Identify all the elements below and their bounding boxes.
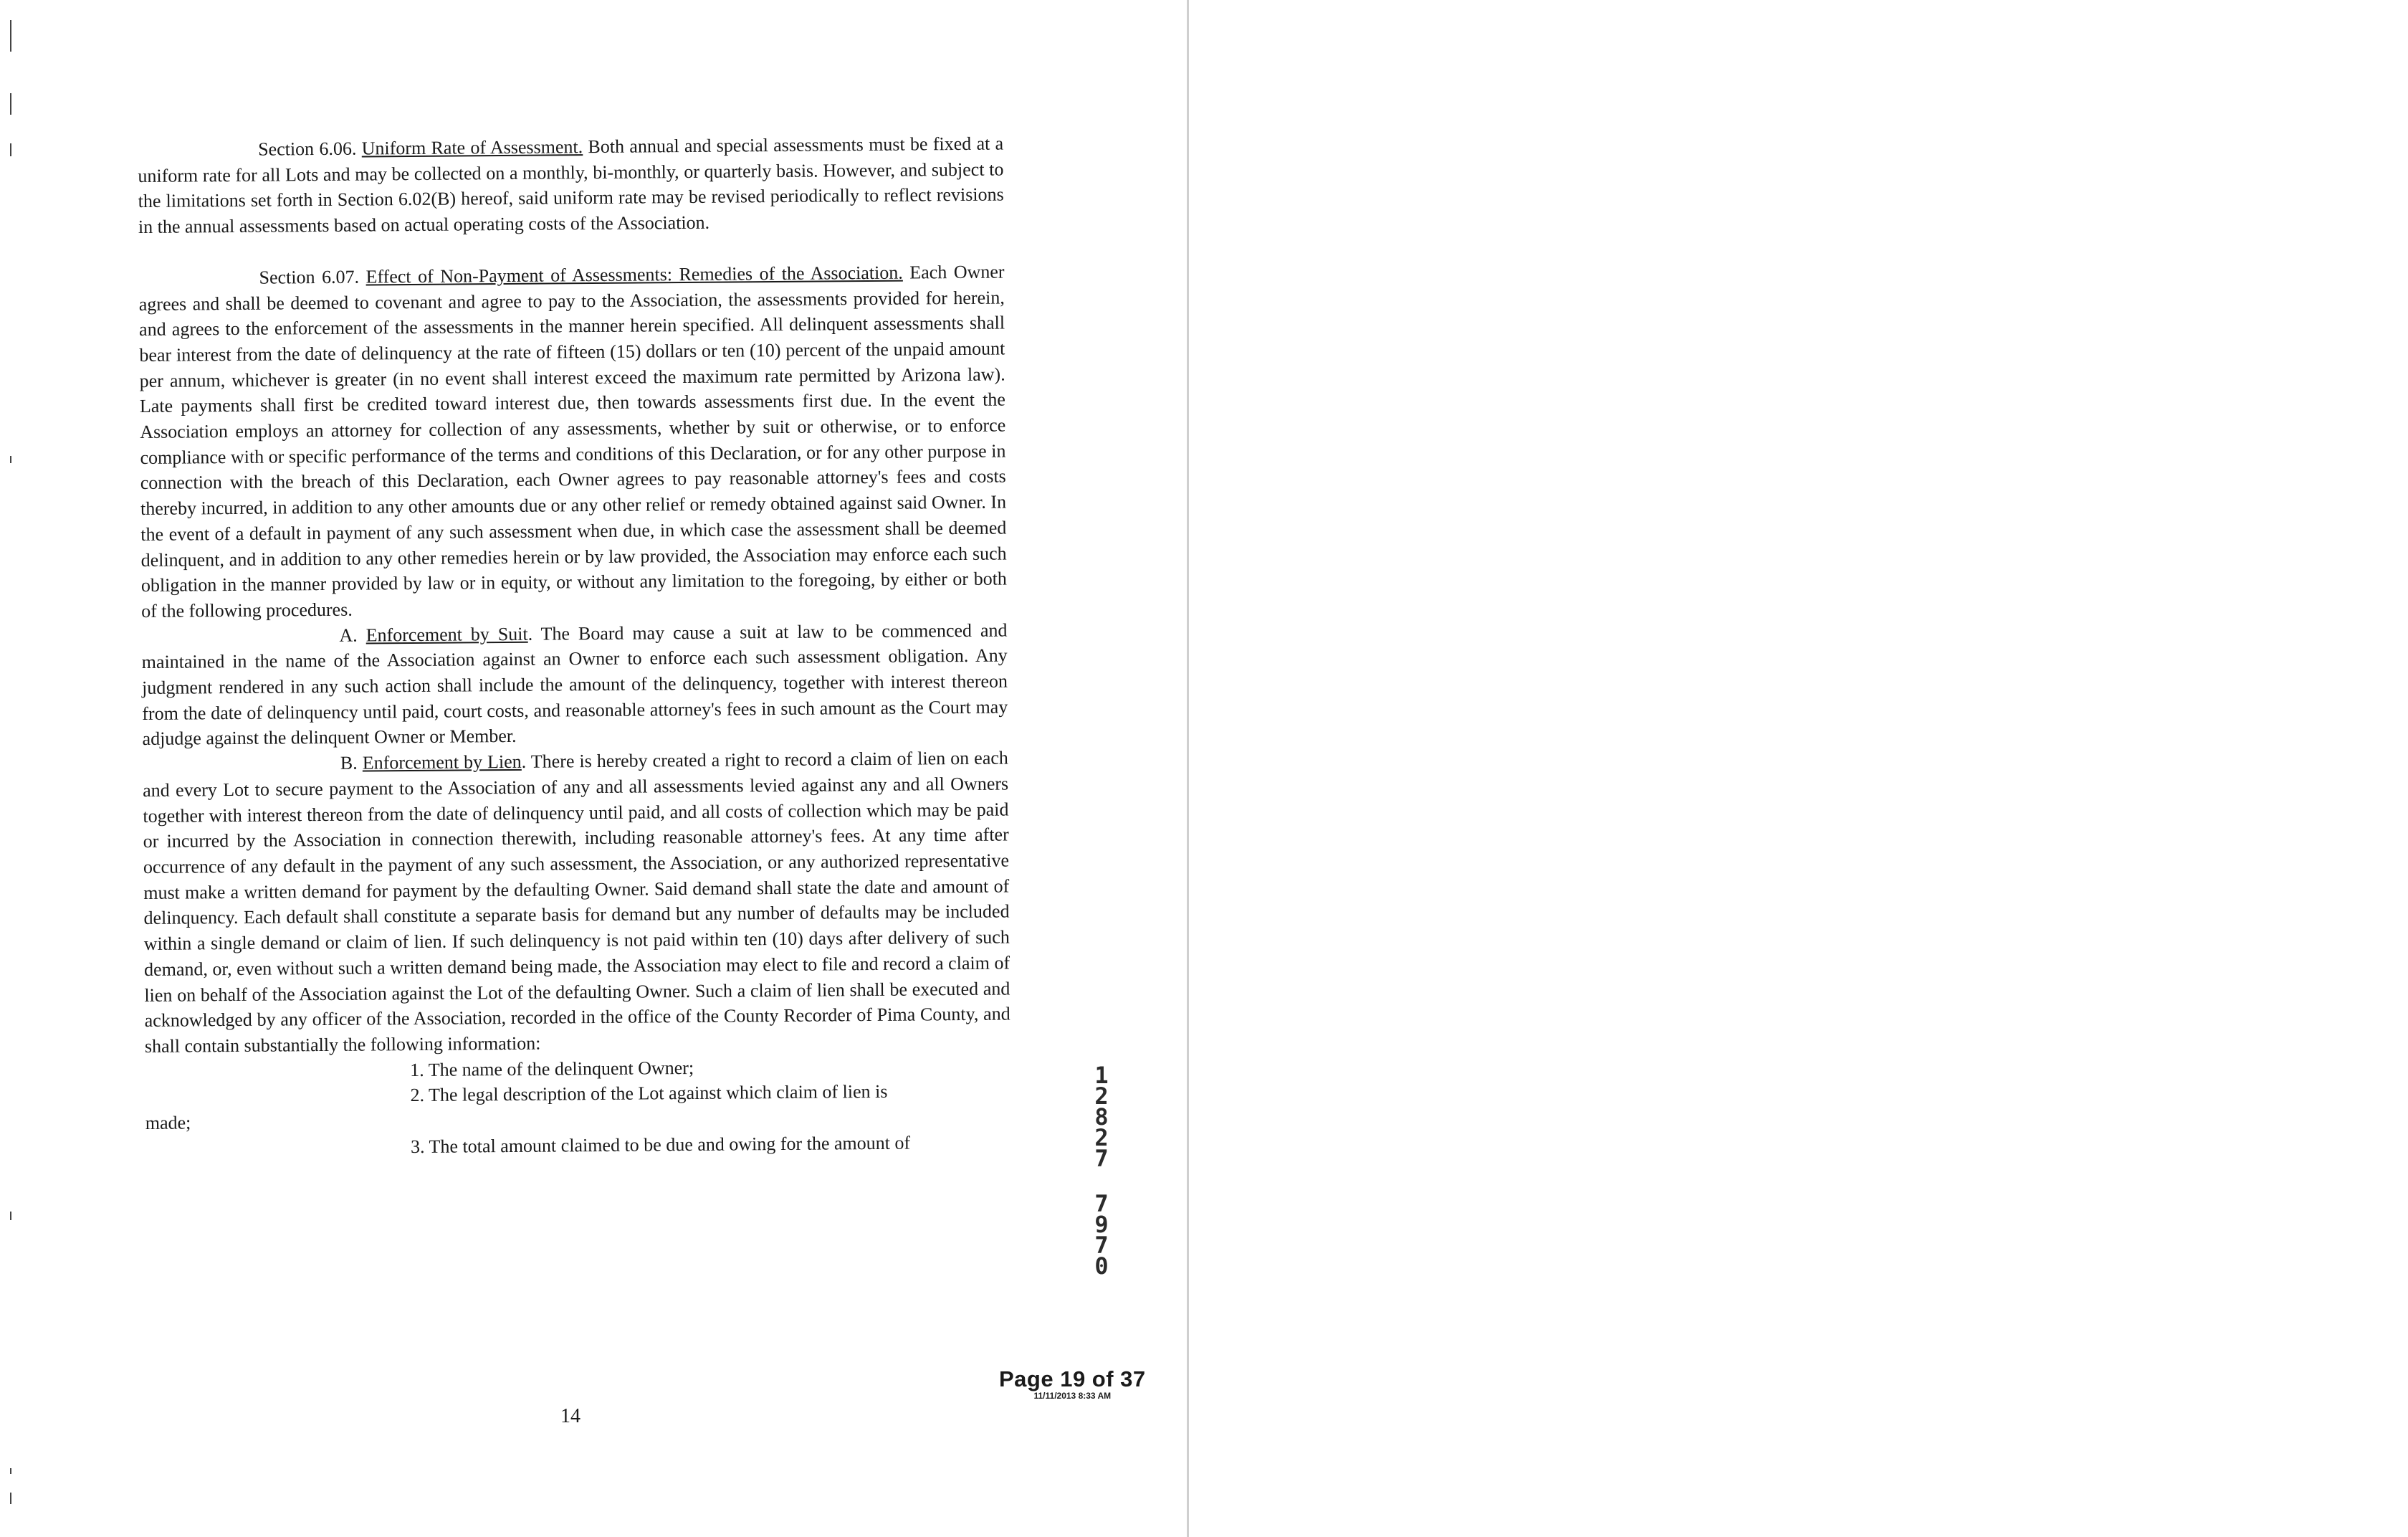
subsection-a-paragraph	[141, 617, 1008, 752]
subsection-b-title: Enforcement by Lien	[362, 751, 522, 774]
docket-digit: 0	[1094, 1252, 1109, 1280]
scan-edge-mark	[10, 93, 11, 115]
section-6-06-paragraph	[138, 131, 1004, 240]
recorder-page-stamp	[999, 1366, 1146, 1401]
scan-edge-mark	[10, 1468, 11, 1474]
docket-digit: 7	[1094, 1145, 1109, 1172]
document-page	[0, 0, 1187, 1537]
subsection-a-text: . The Board may cause a suit at law to be commenced and maintained in the name of the Association against an Owner to enforce each such assessment obligation. Any judgment rendered in any such action shall include the amount of the delinquency, together with interest thereon from the date of delinquency until paid, court costs, and reasonable attorney's fees in such amount as the Court may adjudge against the delinquent Owner or Member.	[141, 619, 1008, 750]
scan-edge-mark	[10, 1493, 11, 1504]
list-continuation: made;	[145, 1112, 191, 1133]
docket-digit: 9	[1094, 1211, 1109, 1238]
docket-digit: 2	[1094, 1124, 1109, 1151]
list-item: 2. The legal description of the Lot against which claim of lien is	[410, 1081, 888, 1106]
docket-digit: 1	[1094, 1062, 1109, 1089]
scan-edge-mark	[10, 143, 11, 156]
blank-page-area	[1189, 0, 2408, 1537]
section-6-07-paragraph	[138, 259, 1007, 624]
scan-edge-mark	[10, 1212, 11, 1220]
stamp-timestamp: 11/11/2013 8:33 AM	[1033, 1391, 1112, 1401]
subsection-b-label: B.	[340, 752, 358, 774]
subsection-a-label: A.	[339, 624, 358, 646]
page-number: 14	[560, 1405, 580, 1427]
scan-edge-mark	[10, 456, 11, 463]
subsection-a-title: Enforcement by Suit	[366, 623, 528, 646]
docket-digit: 2	[1094, 1082, 1109, 1110]
section-6-07-title: Effect of Non-Payment of Assessments: Remedies of the Association.	[366, 262, 903, 287]
docket-digit: 7	[1094, 1190, 1109, 1217]
docket-number	[1091, 1062, 1112, 1280]
section-6-06-text: Both annual and special assessments must be fixed at a uniform rate for all Lots and may be collected on a monthly, bi-monthly, or quarterly basis. However, and subject to the limitations set forth in Section 6.02(B) hereof, said uniform rate may be revised periodically to reflect revisions in the annual assessments based on actual operating costs of the Association.	[138, 133, 1004, 238]
list-item: 3. The total amount claimed to be due and owing for the amount of	[410, 1132, 911, 1157]
subsection-b-text: . There is hereby created a right to record a claim of lien on each and every Lot to secure payment to the Association of any and all assessments levied against any and all Owners together with interest thereon from the date of delinquency until paid, and all costs of collection which may be paid or incurred by the Association in connection therewith, including reasonable attorney's fees. At any time after occurrence of any default in the payment of any such assessment, the Association, or any authorized representative must make a written demand for payment by the defaulting Owner. Said demand shall state the date and amount of delinquency. Each default shall constitute a separate basis for demand but any number of defaults may be included within a single demand or claim of lien. If such delinquency is not paid within ten (10) days after delivery of such demand, or, even without such a written demand being made, the Association may elect to file and record a claim of lien on behalf of the Association against the Lot of the defaulting Owner. Such a claim of lien shall be executed and acknowledged by any officer of the Association, recorded in the office of the County Recorder of Pima County, and shall contain substantially the following information:	[143, 747, 1010, 1057]
list-item: 1. The name of the delinquent Owner;	[410, 1057, 694, 1080]
subsection-b-paragraph	[143, 746, 1010, 1060]
docket-digit: 8	[1094, 1103, 1109, 1131]
scan-edge-mark	[10, 20, 11, 52]
section-6-06-title: Uniform Rate of Assessment.	[361, 136, 583, 159]
stamp-page-label: Page 19 of 37	[999, 1366, 1146, 1391]
section-6-07-prefix: Section 6.07.	[259, 266, 360, 288]
section-6-06-prefix: Section 6.06.	[258, 138, 357, 160]
docket-digit: 7	[1094, 1232, 1109, 1259]
document-body	[138, 131, 1011, 1162]
section-6-07-text: Each Owner agrees and shall be deemed to covenant and agree to pay to the Association, the assessments provided for herein, and agrees to the enforcement of the assessments in the manner herein specified. All delinquent assessments shall bear interest from the date of delinquency at the rate of fifteen (15) dollars or ten (10) percent of the unpaid amount per annum, whichever is greater (in no event shall interest exceed the maximum rate permitted by Arizona law). Late payments shall first be credited toward interest due, then towards assessments first due. In the event the Association employs an attorney for collection of any assessments, whether by suit or otherwise, or to enforce compliance with or specific performance of the terms and conditions of this Declaration, or for any other purpose in connection with the breach of this Declaration, each Owner agrees to pay reasonable attorney's fees and costs thereby incurred, in addition to any other amounts due or any other relief or remedy obtained against said Owner. In the event of a default in payment of any such assessment when due, in which case the assessment shall be deemed delinquent, and in addition to any other remedies herein or by law provided, the Association may enforce each such obligation in the manner provided by law or in equity, or without any limitation to the foregoing, by either or both of the following procedures.	[138, 261, 1007, 622]
